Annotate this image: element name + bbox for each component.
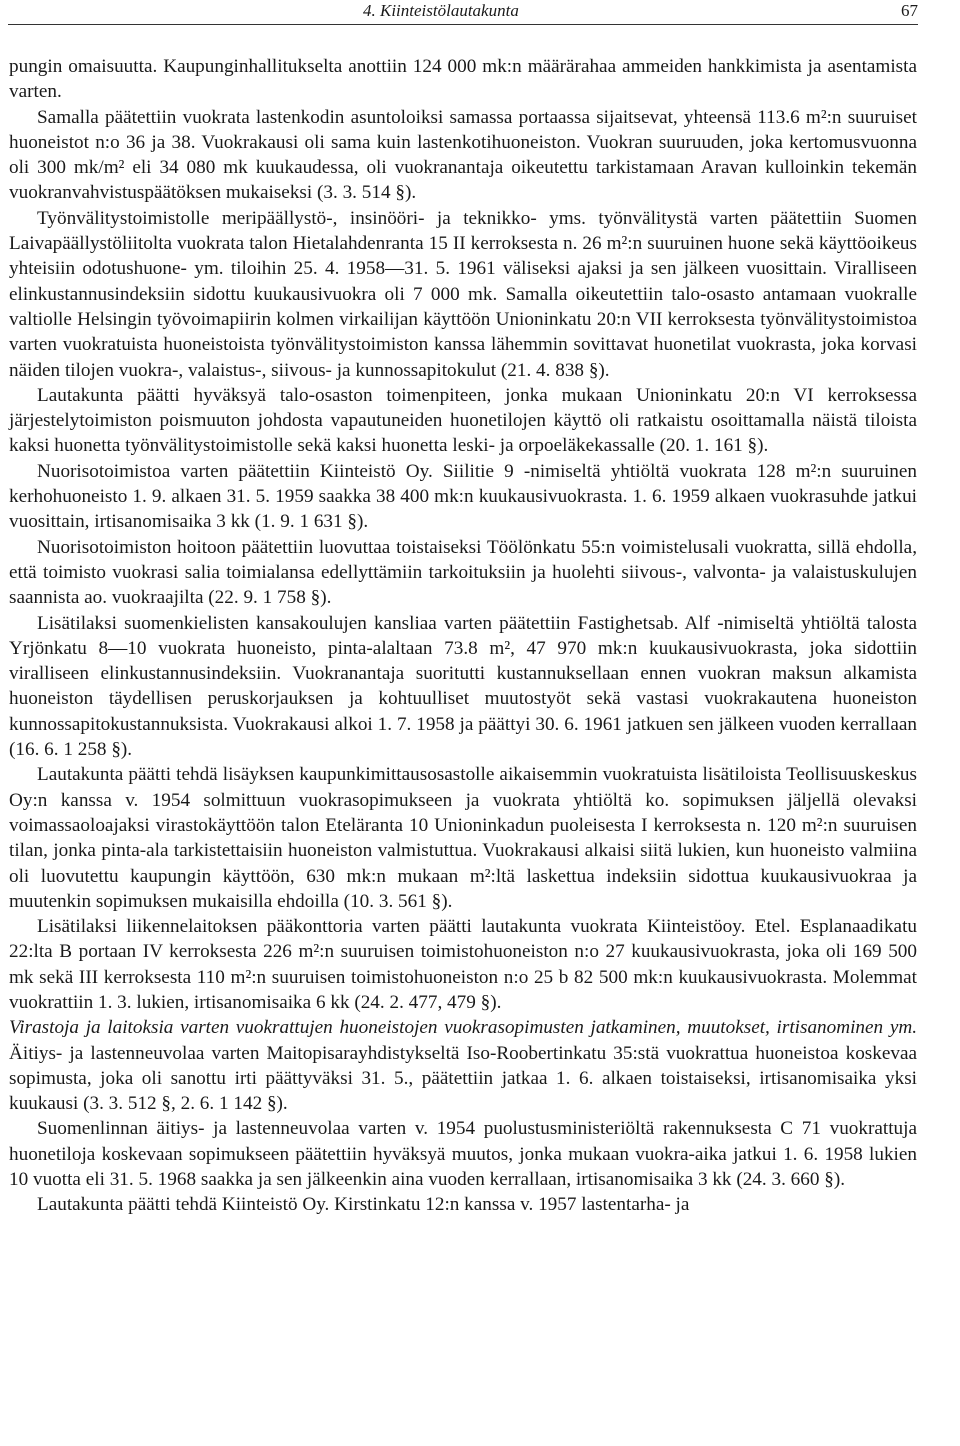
paragraph: Lautakunta päätti tehdä lisäyksen kaupunkimittausosastolle aikaisemmin vuokratuista lisätiloista Teollisuuskeskus Oy:n kanssa v. 1954 solmittuun vuokrasopimukseen ja vuokrata yhtiöltä ko. sopimuksen jäljellä olevaksi voimassaoloajaksi virastokäyttöön talon Eteläranta 10 Unioninkadun puoleisesta I kerroksesta n. 120 m²:n suuruisen tilan, jonka pinta-ala tarkistettaisiin huoneiston valmistuttua. Vuokrakausi alkaisi siitä lukien, kun huoneisto valmiina oli luovutettu kaupungin käyttöön, 630 mk:n mukaan m²:ltä laskettua indeksiin sidottua kuukausivuokraa ja muutenkin sopimuksen mukaisilla ehdoilla (10. 3. 561 §). [9, 764, 917, 912]
paragraph: Lautakunta päätti hyväksyä talo-osaston toimenpiteen, jonka mukaan Unioninkatu 20:n VI kerroksessa järjestelytoimiston poismuuton johdosta vapautuneiden huonetilojen käyttö oli ratkaistu osoittamalla näistä tiloista kaksi huonetta työnvälitystoimistolle sekä kaksi huonetta leski- ja orpoeläkekassalle (20. 1. 161 §). [9, 384, 917, 457]
section-heading: Virastoja ja laitoksia varten vuokrattujen huoneistojen vuokrasopimusten jatkaminen, muutokset, irtisanominen ym. [9, 1017, 917, 1039]
paragraph: Samalla päätettiin vuokrata lastenkodin asuntoloiksi samassa portaassa sijaitsevat, yhteensä 113.6 m²:n suuruiset huoneistot n:o 36 ja 38. Vuokrakausi oli sama kuin lastenkotihuoneiston. Vuokran suuruuden, joka kertomusvuonna oli 300 mk/m² eli 34 080 mk kuukaudessa, oli vuokranantaja oikeutettu tarkistamaan Aravan kulloinkin tekemän vuokranvahvistuspäätöksen mukaiseksi (3. 3. 514 §). [9, 106, 917, 204]
page-header [8, 0, 918, 30]
running-title: 4. Kiinteistölautakunta [363, 1, 519, 20]
paragraph: Työnvälitystoimistolle meripäällystö-, insinööri- ja teknikko- yms. työnvälitystä varten päätettiin Suomen Laivapäällystöliitolta vuokrata talon Hietalahdenranta 15 II kerroksesta n. 26 m²:n suuruinen huone sekä käyttöoikeus yhteisiin odotushuone- ym. tiloihin 25. 4. 1958—31. 5. 1961 väliseksi ajaksi ja sen jälkeen vuosittain. Viralliseen elinkustannusindeksiin sidottu kuukausivuokra oli 7 000 mk. Samalla oikeutettiin talo-osasto antamaan vuokralle valtiolle Helsingin työvoimapiirin kolmen virkailijan käyttöön Unioninkatu 20:n VII kerroksesta työnvälitystoimistoa varten vuokratuista huoneistoista työnvälitystoimiston kanssa lähemmin sovittavat huonetilat vuokrasta, joka korvasi näiden tilojen vuokra-, valaistus-, siivous- ja kunnossapitokulut (21. 4. 838 §). [9, 207, 917, 381]
paragraph: Lautakunta päätti tehdä Kiinteistö Oy. Kirstinkatu 12:n kanssa v. 1957 lastentarha- ja [37, 1194, 690, 1216]
paragraph: Suomenlinnan äitiys- ja lastenneuvolaa varten v. 1954 puolustusministeriöltä rakennuksesta C 71 vuokrattuja huonetiloja koskevaan sopimukseen päätettiin hyväksyä muutos, jonka mukaan vuokra-aika jatkui 1. 6. 1958 lukien 10 vuotta eli 31. 5. 1968 saakka ja sen jälkeenkin aina vuoden kerrallaan, irtisanomisaika 3 kk (24. 3. 660 §). [9, 1118, 917, 1191]
section-paragraph [9, 1015, 917, 1116]
paragraph: Lisätilaksi suomenkielisten kansakoulujen kansliaa varten päätettiin Fastighetsab. Alf -nimiseltä yhtiöltä talosta Yrjönkatu 8—10 vuokrata huoneisto, pinta-alaltaan 73.8 m², 47 970 mk:n kuukausivuokrasta, joka sidottiin viralliseen elinkustannusindeksiin. Vuokranantaja suoritutti kustannuksellaan ennen vuokran maksun alkamista huoneiston täydellisen peruskorjauksen ja kohtuulliset muutostyöt sekä vastasi vuokrakautena huoneiston kunnossapitokustannuksista. Vuokrakausi alkoi 1. 7. 1958 ja päättyi 30. 6. 1961 jatkuen sen jälkeen vuoden kerrallaan (16. 6. 1 258 §). [9, 612, 917, 761]
paragraph: Nuorisotoimiston hoitoon päätettiin luovuttaa toistaiseksi Töölönkatu 55:n voimistelusali vuokratta, sillä ehdolla, että toimisto vuokrasi salia toimialansa edellyttämiin tarkoituksiin ja huolehti siivous-, valvonta- ja valaistuskulujen saannista ao. vuokraajilta (22. 9. 1 758 §). [9, 536, 917, 609]
body-text [9, 54, 917, 1218]
paragraph: Lisätilaksi liikennelaitoksen pääkonttoria varten päätti lautakunta vuokrata Kiinteistöoy. Etel. Esplanaadikatu 22:lta B portaan IV kerroksesta 226 m²:n suuruisen toimistohuoneiston n:o 27 kuukausivuokrasta, joka oli 169 500 mk sekä III kerroksesta 110 m²:n suuruisen toimistohuoneiston n:o 25 b 82 500 mk:n kuukausivuokrasta. Molemmat vuokrattiin 1. 3. lukien, irtisanomisaika 6 kk (24. 2. 477, 479 §). [9, 916, 917, 1013]
section-text: Äitiys- ja lastenneuvolaa varten Maitopisarayhdistykseltä Iso-Roobertinkatu 35:stä vuokrattua huoneistoa koskevaa sopimusta, joka oli sanottu irti päättyväksi 31. 5., päätettiin jatkaa 1. 6. alkaen toistaiseksi, irtisanomisaika yksi kuukausi (3. 3. 512 §, 2. 6. 1 142 §). [9, 1042, 917, 1115]
paragraph: pungin omaisuutta. Kaupunginhallitukselta anottiin 124 000 mk:n määrärahaa ammeiden hankkimista ja asentamista varten. [9, 56, 917, 103]
paragraph: Nuorisotoimistoa varten päätettiin Kiinteistö Oy. Siilitie 9 -nimiseltä yhtiöltä vuokrata 128 m²:n suuruinen kerhohuoneisto 1. 9. alkaen 31. 5. 1959 saakka 38 400 mk:n kuukausivuokrasta. 1. 6. 1959 alkaen vuokrasuhde jatkui vuosittain, irtisanomisaika 3 kk (1. 9. 1 631 §). [9, 460, 917, 533]
header-rule [8, 24, 918, 25]
page-number: 67 [901, 1, 918, 20]
